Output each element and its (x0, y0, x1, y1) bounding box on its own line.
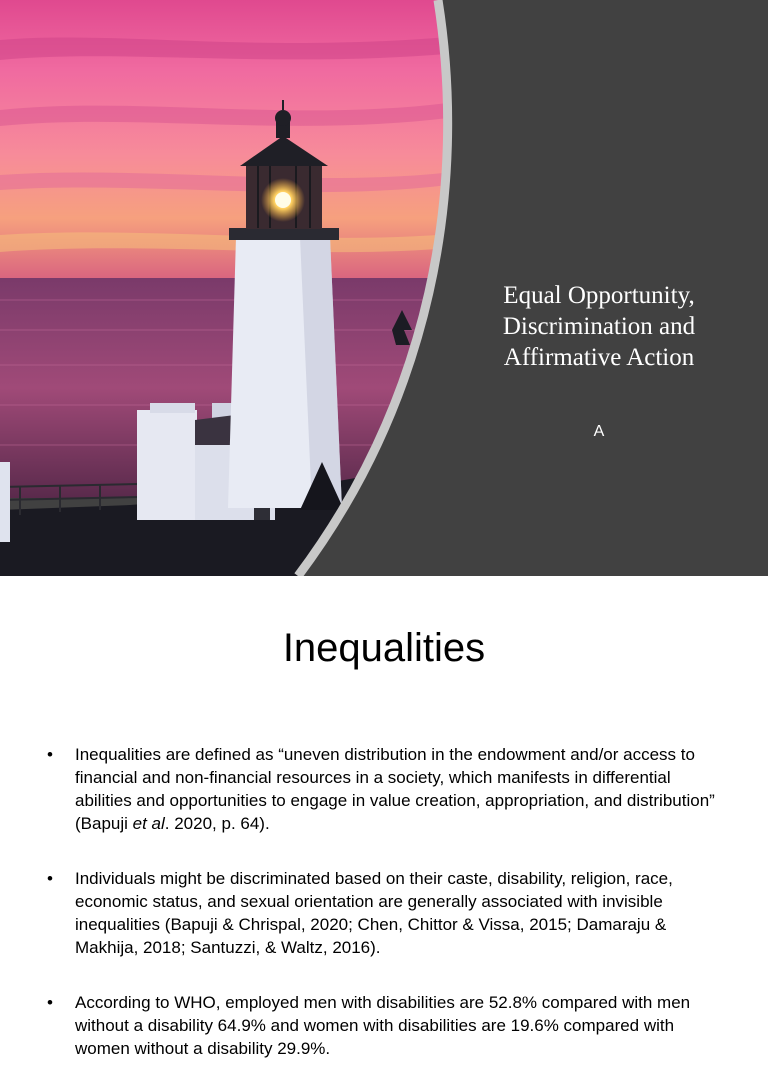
bullet-text: According to WHO, employed men with disabilities are 52.8% compared with men without a disability 64.9% and women with disabilities are 19.6% compared with women without a disability 29.9%. (75, 993, 691, 1058)
bullet-text-after: . 2020, p. 64). (164, 814, 270, 833)
bullet-icon: • (47, 993, 53, 1012)
bullet-list (0, 743, 768, 1092)
bullet-text-italic: et al (132, 814, 165, 833)
title-line-1: Equal Opportunity, (503, 282, 695, 309)
slide-title: Inequalities (282, 626, 486, 670)
title-line-2: Discrimination and (502, 313, 696, 340)
bullet-item (0, 743, 768, 835)
bullet-icon: • (47, 745, 53, 764)
bullet-item (0, 991, 768, 1060)
bullet-text: Individuals might be discriminated based on their caste, disability, religion, race, economic status, and sexual orientation are generally associated with invisible inequalities (Bapuji & Chrispal, 2020; Chen, Chittor & Vissa, 2015; Damaraju & Makhija, 2018; Santuzzi, & Waltz, 2016). (75, 869, 673, 957)
title-line-3: Affirmative Action (503, 344, 695, 371)
bullet-text-before: Inequalities are defined as “uneven distribution in the endowment and/or access to financial and non-financial resources in a society, which manifests in differential abilities and opportunities to engage in value creation, appropriation, and distribution” (Bapuji (75, 745, 715, 833)
bullet-item (0, 867, 768, 959)
presentation-subtitle: A (593, 423, 605, 440)
presentation-title (470, 280, 728, 373)
inequalities-slide (0, 576, 768, 1058)
bullet-icon: • (47, 869, 53, 888)
